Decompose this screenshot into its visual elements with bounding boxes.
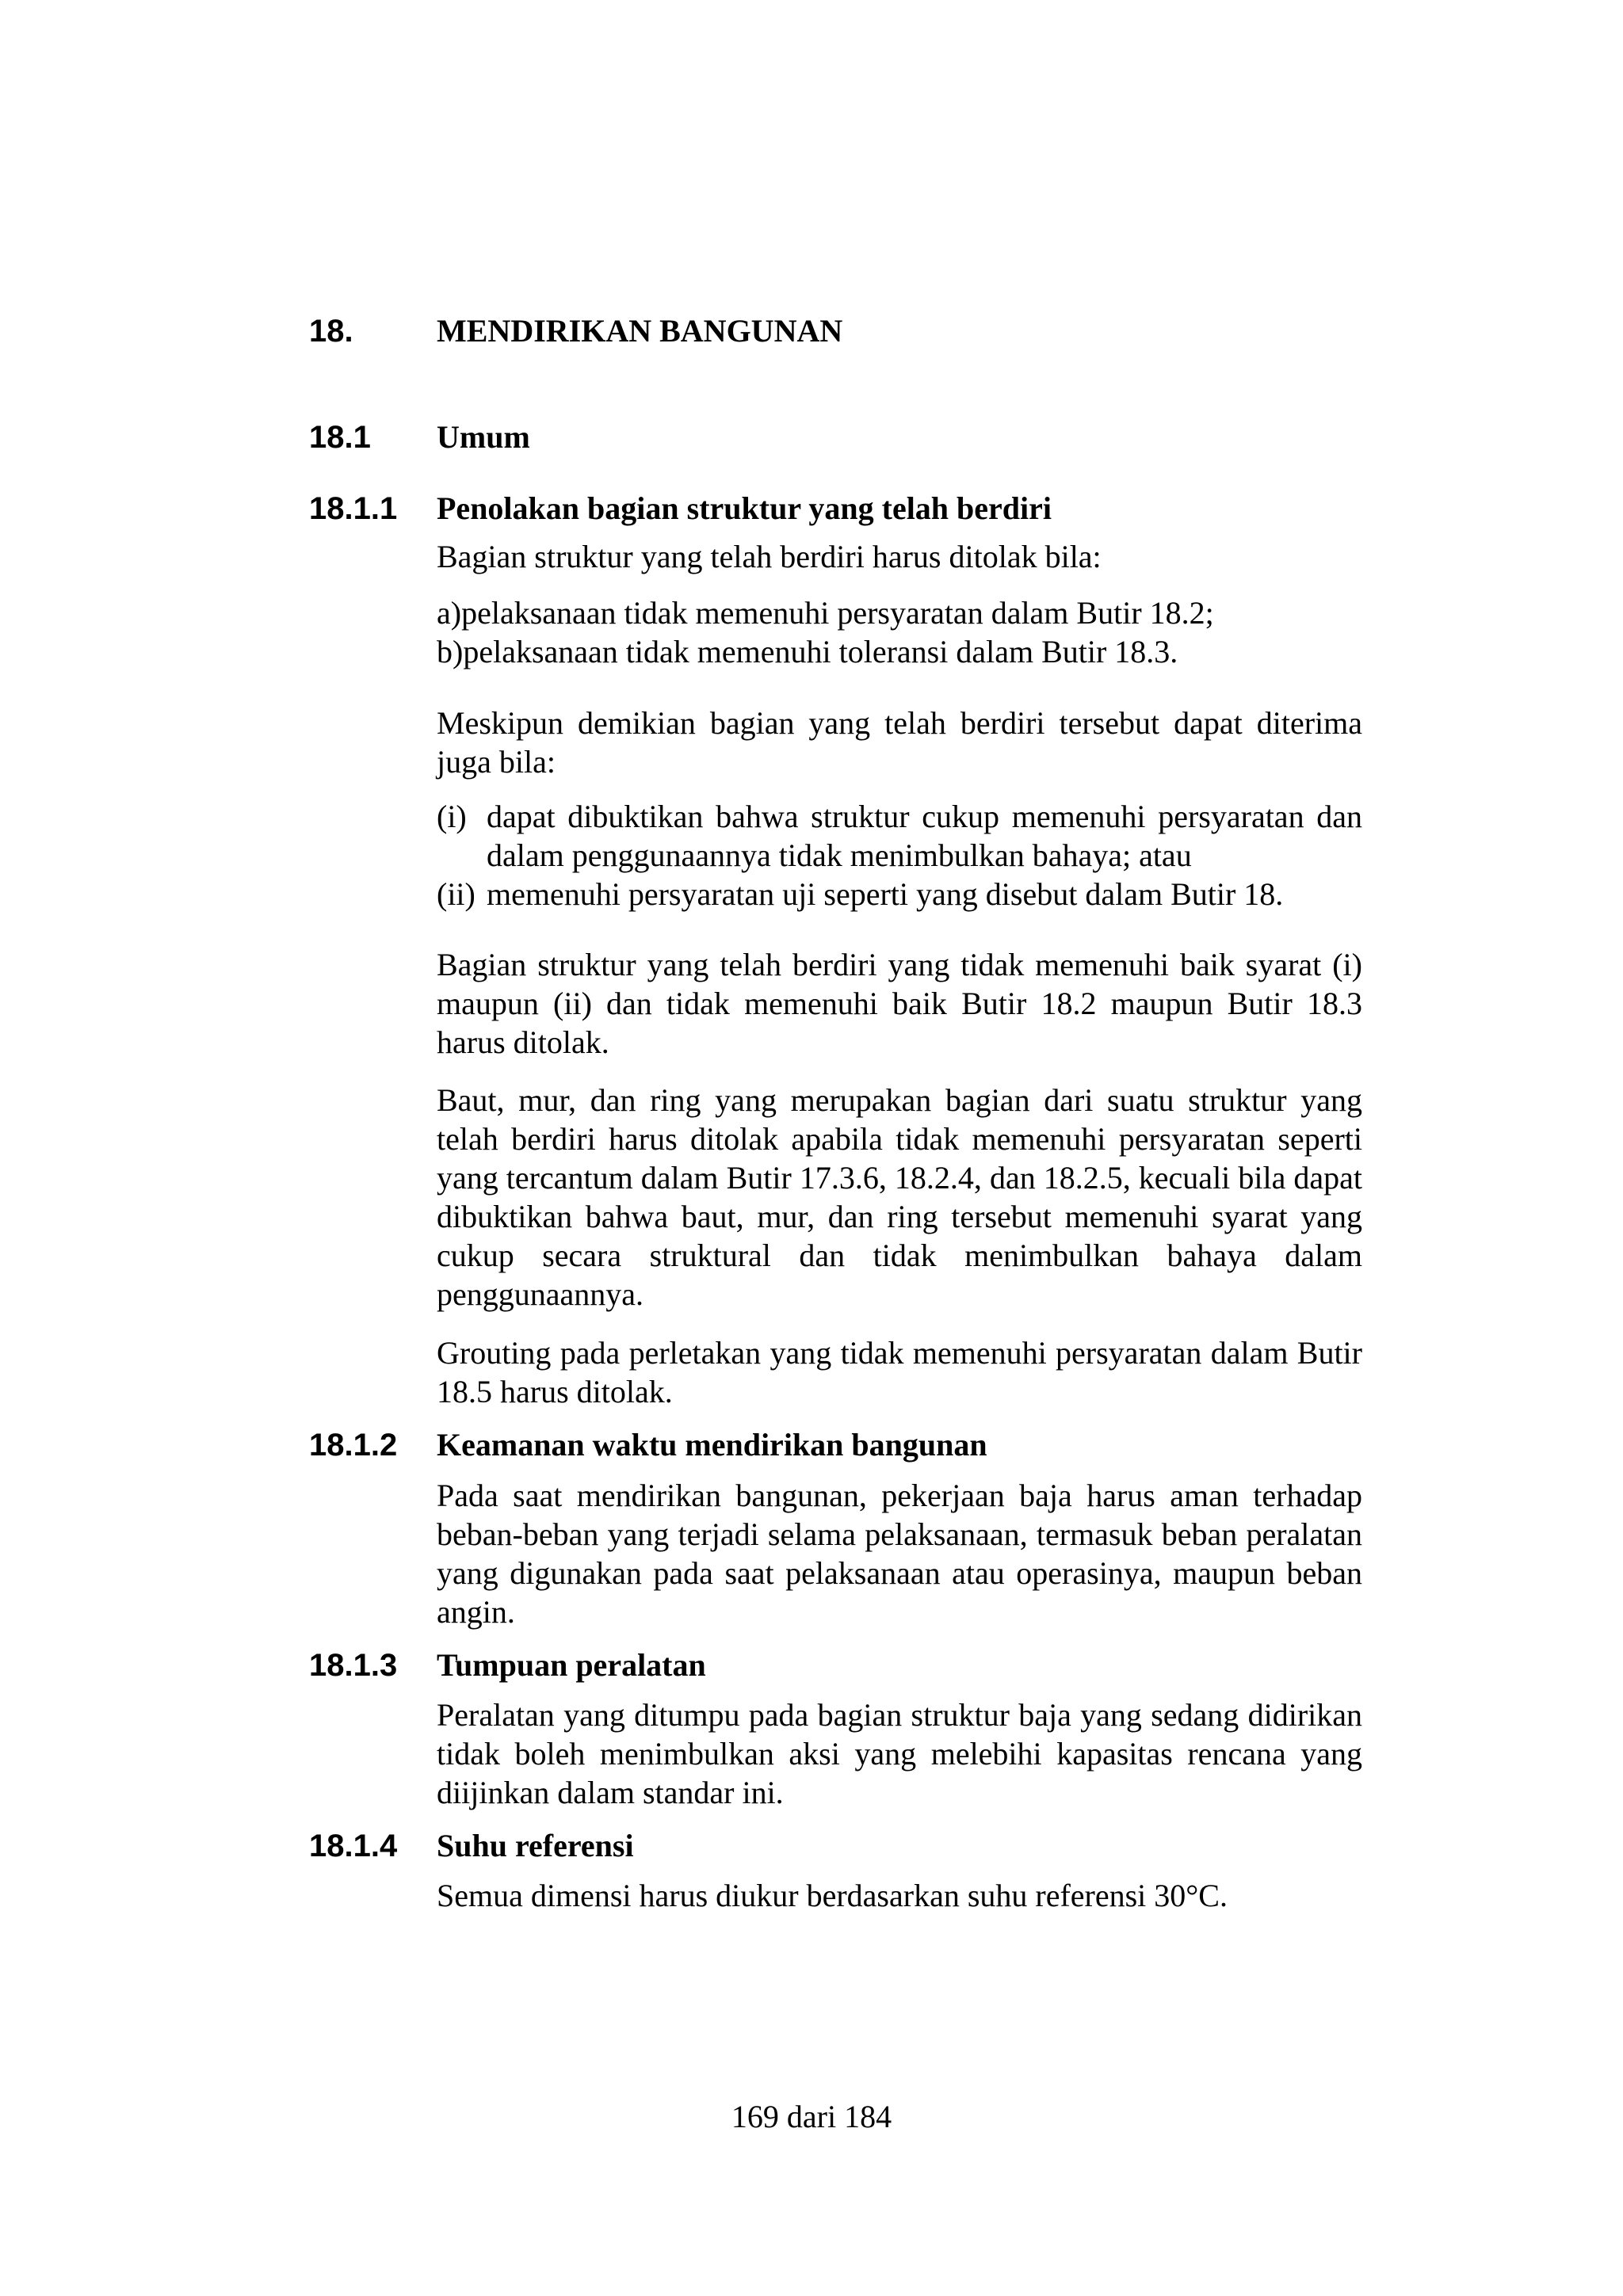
list-item-b: b)pelaksanaan tidak memenuhi toleransi dalam Butir 18.3. xyxy=(437,634,1178,669)
chapter-number: 18. xyxy=(309,314,353,349)
section-18-1-3-title: Tumpuan peralatan xyxy=(437,1647,706,1683)
section-18-1-4-number: 18.1.4 xyxy=(309,1829,398,1863)
condition-item-ii xyxy=(437,875,1362,913)
rejection-intro: Bagian struktur yang telah berdiri harus ditolak bila: xyxy=(437,539,1102,574)
chapter-title: MENDIRIKAN BANGUNAN xyxy=(437,313,843,349)
section-18-1-2-title: Keamanan waktu mendirikan bangunan xyxy=(437,1427,987,1463)
page-number: 169 dari 184 xyxy=(731,2099,892,2134)
grouting-paragraph: Grouting pada perletakan yang tidak memenuhi persyaratan dalam Butir 18.5 harus ditolak. xyxy=(437,1335,1362,1409)
section-18-1-2-number: 18.1.2 xyxy=(309,1428,398,1463)
condition-ii-label: (ii) xyxy=(437,876,475,912)
condition-item-i xyxy=(437,797,1362,875)
section-18-1-1-title: Penolakan bagian struktur yang telah berdiri xyxy=(437,490,1052,526)
section-18-1-2-text: Pada saat mendirikan bangunan, pekerjaan baja harus aman terhadap beban-beban yang terjadi selama pelaksanaan, termasuk beban peralatan yang digunakan pada saat pelaksanaan atau operasinya, maupun beban angin. xyxy=(437,1478,1362,1630)
bolts-paragraph: Baut, mur, dan ring yang merupakan bagian dari suatu struktur yang telah berdiri harus ditolak apabila tidak memenuhi persyaratan seperti yang tercantum dalam Butir 17.3.6, 18.2.4, dan 18.2.5, kecuali bila dapat dibuktikan bahwa baut, mur, dan ring tersebut memenuhi syarat yang cukup secara struktural dan tidak menimbulkan bahaya dalam penggunaannya. xyxy=(437,1082,1362,1312)
rejected-parts-paragraph: Bagian struktur yang telah berdiri yang tidak memenuhi baik syarat (i) maupun (ii) dan tidak memenuhi baik Butir 18.2 maupun Butir 18.3 harus ditolak. xyxy=(437,947,1362,1060)
section-18-1-3-text: Peralatan yang ditumpu pada bagian struktur baja yang sedang didirikan tidak boleh menimbulkan aksi yang melebihi kapasitas rencana yang diijinkan dalam standar ini. xyxy=(437,1697,1362,1810)
section-18-1-title: Umum xyxy=(437,419,530,455)
condition-i-label: (i) xyxy=(437,799,467,834)
condition-i-text: dapat dibuktikan bahwa struktur cukup memenuhi persyaratan dan dalam penggunaannya tidak menimbulkan bahaya; atau xyxy=(487,799,1362,873)
section-18-1-4-title: Suhu referensi xyxy=(437,1828,634,1863)
section-18-1-4-text: Semua dimensi harus diukur berdasarkan suhu referensi 30°C. xyxy=(437,1878,1228,1913)
section-18-1-3-number: 18.1.3 xyxy=(309,1648,398,1683)
section-18-1-number: 18.1 xyxy=(309,420,371,455)
acceptance-paragraph: Meskipun demikian bagian yang telah berdiri tersebut dapat diterima juga bila: xyxy=(437,705,1362,780)
section-18-1-1-number: 18.1.1 xyxy=(309,491,398,526)
condition-ii-text: memenuhi persyaratan uji seperti yang disebut dalam Butir 18. xyxy=(487,876,1284,912)
list-item-a: a)pelaksanaan tidak memenuhi persyaratan dalam Butir 18.2; xyxy=(437,595,1214,631)
